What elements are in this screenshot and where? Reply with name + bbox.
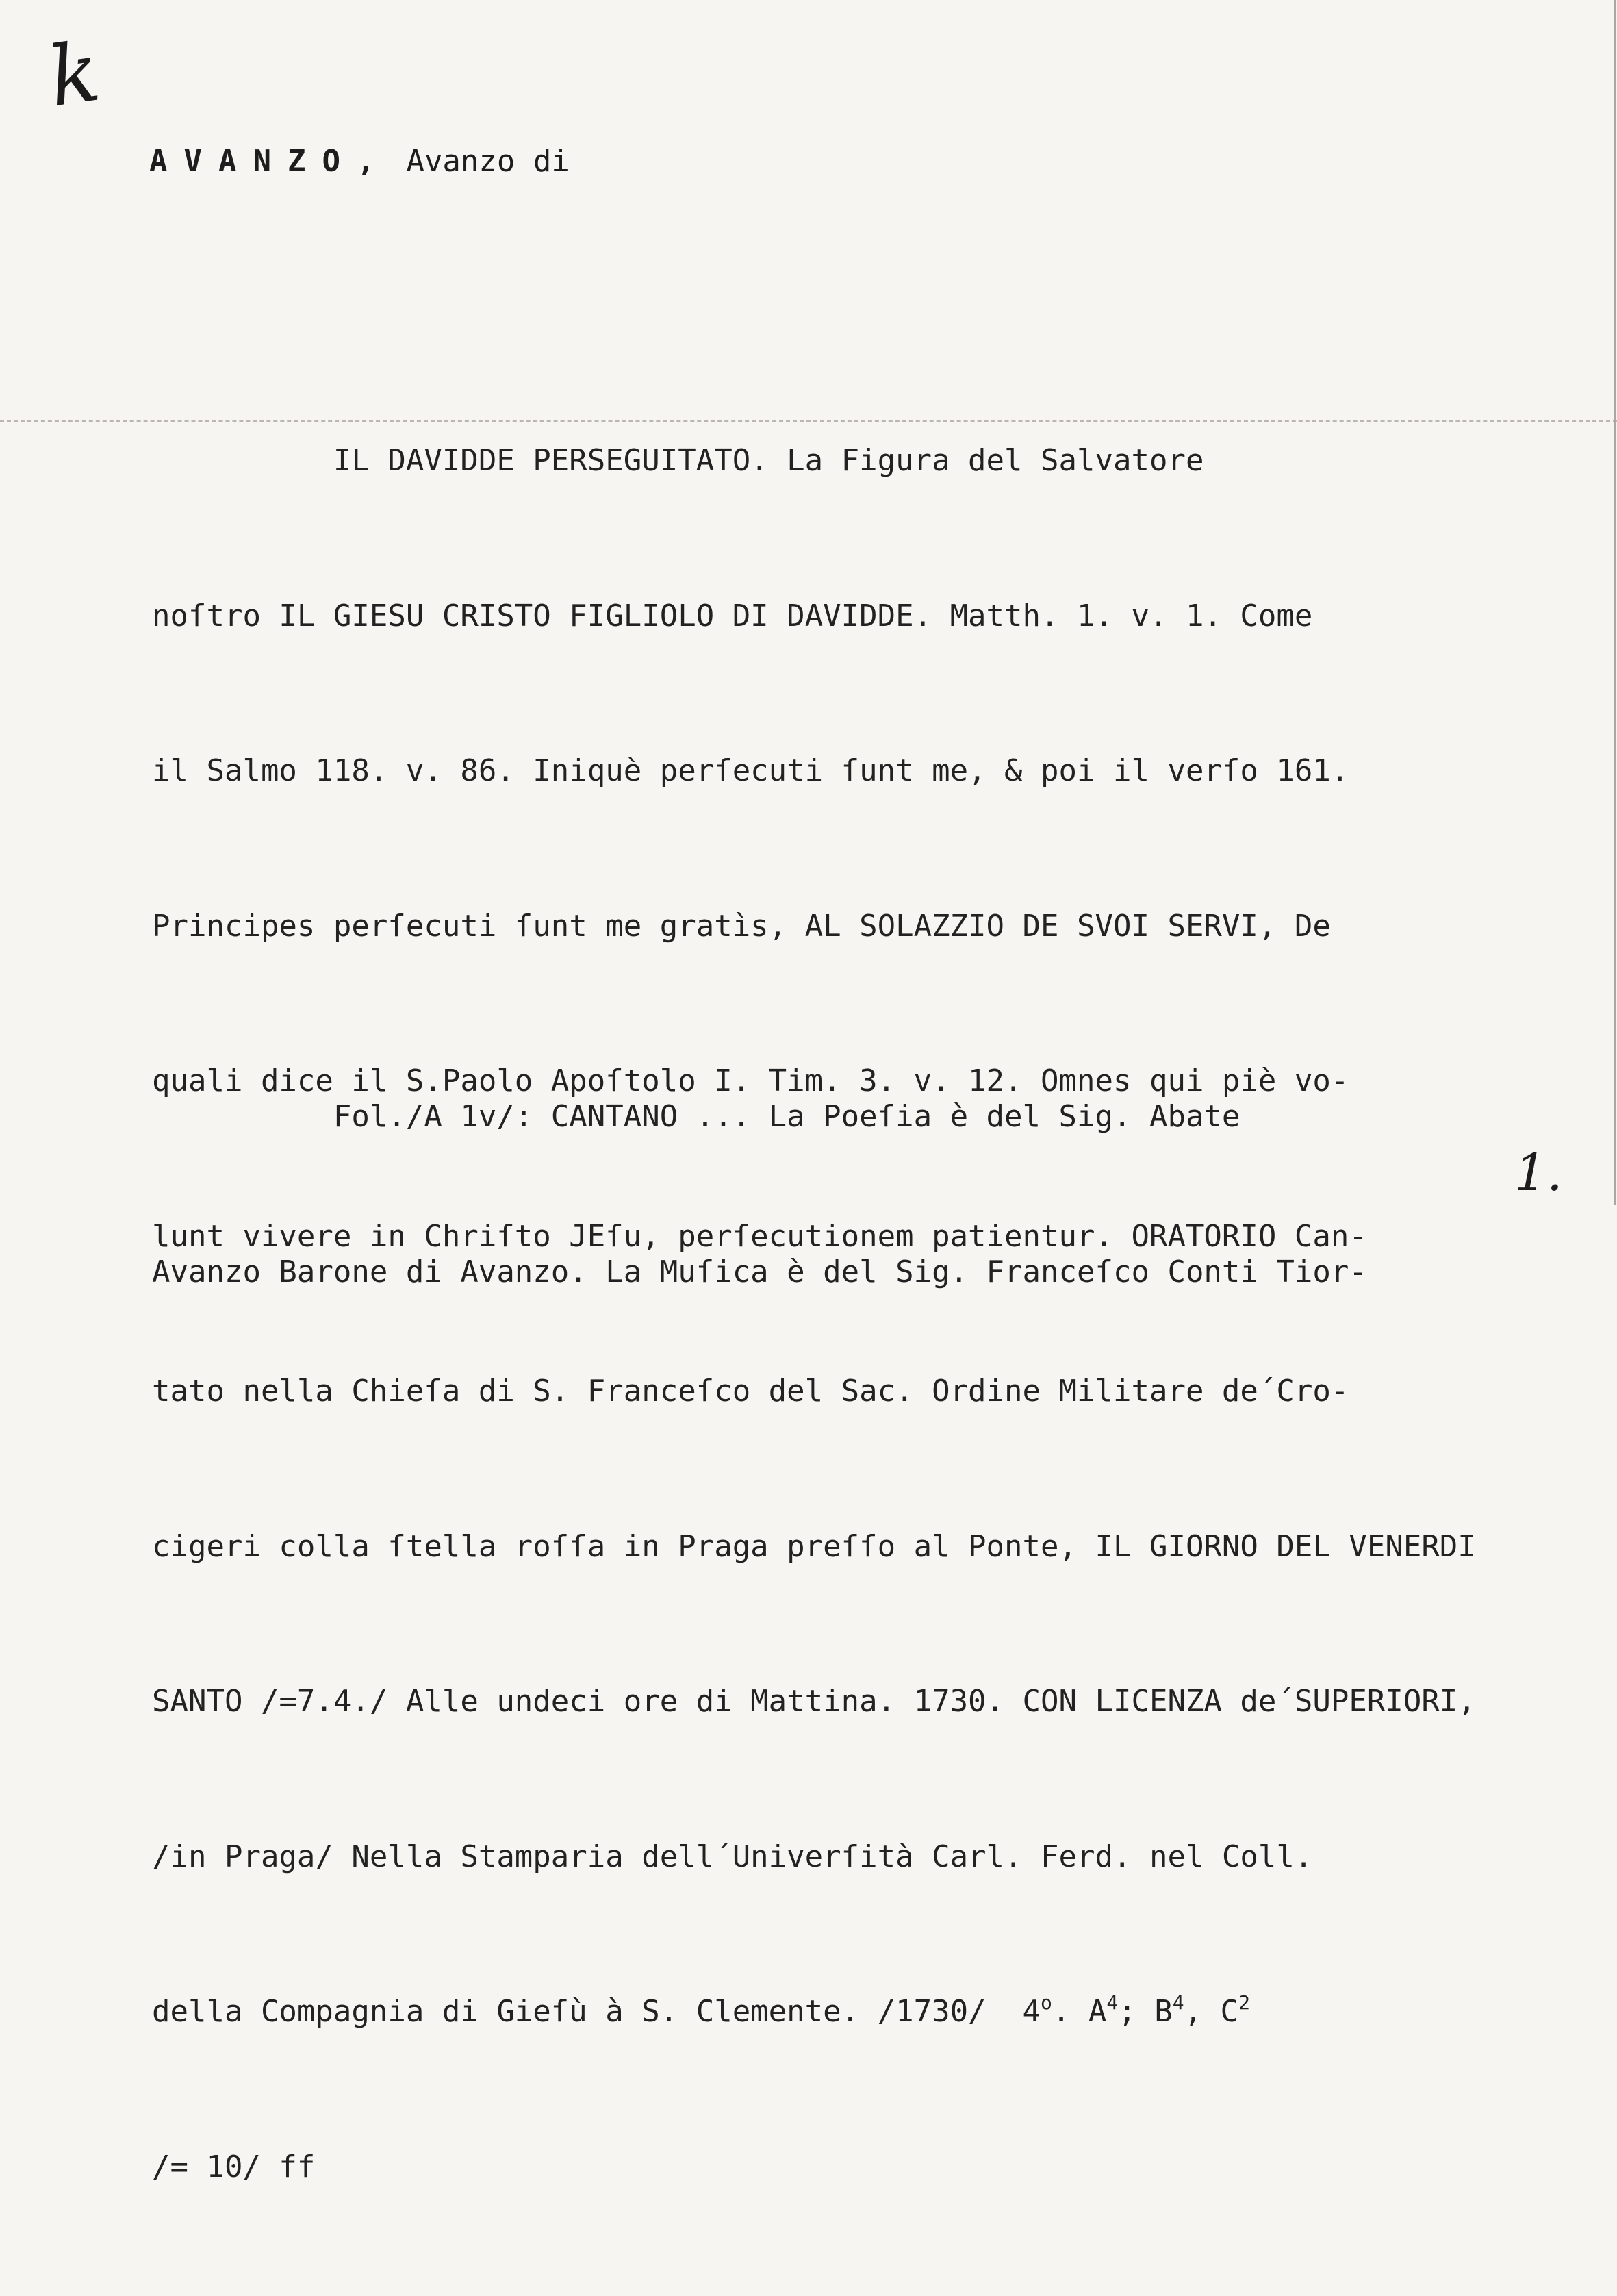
signature-a-count: 4 <box>1106 1991 1119 2014</box>
note-line: Avanzo Barone di Avanzo. La Muſica è del Sig. Franceſco Conti Tior- <box>152 1254 1367 1289</box>
description-line: quali dice il S.Paolo Apoſtolo I. Tim. 3. v. 12. Omnes qui piè vo- <box>152 1063 1349 1098</box>
signature-c-count: 2 <box>1238 1991 1250 2014</box>
description-line: Principes perſecuti ſunt me gratìs, AL SOLAZZIO DE SVOI SERVI, De <box>152 908 1331 944</box>
signature-a: . A <box>1052 1994 1107 2029</box>
handwritten-page-number: 1. <box>1514 1144 1563 1202</box>
heading-surname: AVANZO <box>149 144 357 179</box>
description-line: /in Praga/ Nella Stamparia dell´Univerſità Carl. Ferd. nel Coll. <box>152 1839 1313 1874</box>
description-line: della Compagnia di Gieſù à S. Clemente. /1730/ 4 <box>152 1994 1041 2029</box>
description-line: noſtro IL GIESU CRISTO FIGLIOLO DI DAVIDDE. Matth. 1. v. 1. Come <box>152 598 1313 633</box>
leaves-line: /= 10/ ff <box>152 2149 316 2184</box>
description-line: il Salmo 118. v. 86. Iniquè perſecuti ſunt me, & poi il verſo 161. <box>152 753 1349 788</box>
description-line: cigeri colla ſtella roſſa in Praga preſſo al Ponte, IL GIORNO DEL VENERDI <box>152 1528 1476 1564</box>
signature-b-count: 4 <box>1172 1991 1184 2014</box>
heading-given-name: Avanzo di <box>406 144 570 179</box>
description-line: SANTO /=7.4./ Alle undeci ore di Mattina. 1730. CON LICENZA de´SUPERIORI, <box>152 1684 1476 1719</box>
entry-heading <box>149 144 570 179</box>
description-line: IL DAVIDDE PERSEGUITATO. La Figura del Salvatore <box>152 443 1204 478</box>
note-paragraph <box>152 987 1367 1401</box>
format-degree: o <box>1041 1991 1052 2014</box>
description-line: tato nella Chieſa di S. Franceſco del Sac. Ordine Militare de´Cro- <box>152 1374 1349 1409</box>
heading-separator: , <box>356 144 375 179</box>
collation-line <box>152 1986 1476 2038</box>
description-line: lunt vivere in Chriſto JEſu, perſecutionem patientur. ORATORIO Can- <box>152 1218 1367 1254</box>
handwritten-corner-mark: k <box>42 24 106 126</box>
note-line: Fol./A 1v/: CANTANO ... La Poeſia è del Sig. Abate <box>152 1099 1240 1134</box>
card-edge <box>1614 0 1616 1205</box>
signature-c: , C <box>1184 1994 1239 2029</box>
signature-b: ; B <box>1118 1994 1173 2029</box>
